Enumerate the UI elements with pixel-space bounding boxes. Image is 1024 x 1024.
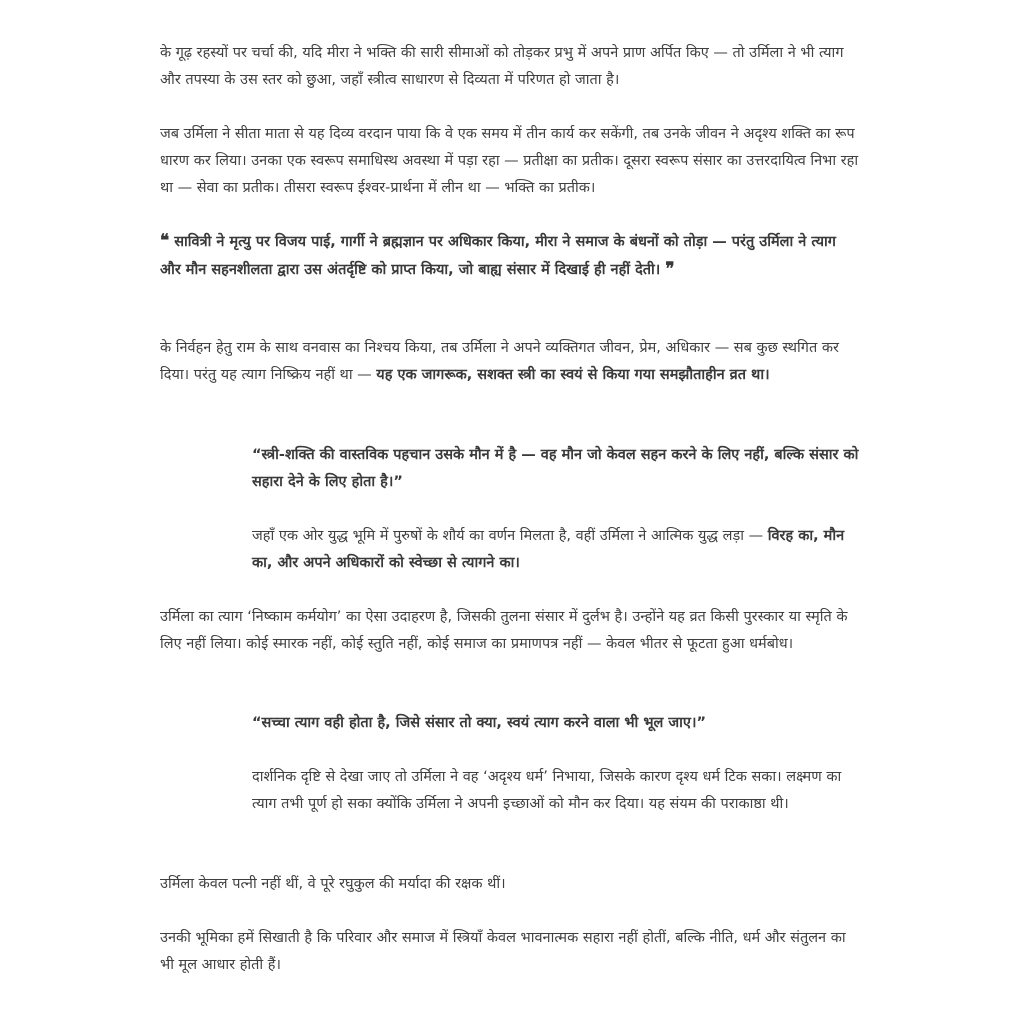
close-quote-icon: ❞	[665, 259, 675, 279]
paragraph-vow-text: के निर्वहन हेतु राम के साथ वनवास का निश्चय किया, तब उर्मिला ने अपने व्यक्तिगत जीवन, प्रेम, अधिकार — सब कुछ स्थगित कर दिया। परंतु यह त्याग निष्क्रिय नहीं था —	[160, 340, 839, 383]
paragraph-raghukul: उर्मिला केवल पत्नी नहीं थीं, वे पूरे रघुकुल की मर्यादा की रक्षक थीं।	[160, 876, 506, 892]
open-quote-icon: ❝	[160, 231, 170, 251]
block-quote-silence: “स्त्री-शक्ति की वास्तविक पहचान उसके मौन में है — वह मौन जो केवल सहन करने के लिए नहीं, बल्कि संसार को सहारा देने के लिए होता है।”	[252, 447, 859, 490]
paragraph-invisible-dharma: दार्शनिक दृष्टि से देखा जाए तो उर्मिला ने वह ‘अदृश्य धर्म’ निभाया, जिसके कारण दृश्य धर्म टिक सका। लक्ष्मण का त्याग तभी पूर्ण हो सका क्योंकि उर्मिला ने अपनी इच्छाओं को मौन कर दिया। यह संयम की पराकाष्ठा थी।	[252, 769, 842, 812]
block-quote-sacrifice: “सच्चा त्याग वही होता है, जिसे संसार तो क्या, स्वयं त्याग करने वाला भी भूल जाए।”	[252, 715, 706, 731]
paragraph-role: उनकी भूमिका हमें सिखाती है कि परिवार और समाज में स्त्रियाँ केवल भावनात्मक सहारा नहीं होतीं, बल्कि नीति, धर्म और संतुलन का भी मूल आधार होती हैं।	[160, 930, 846, 973]
paragraph-vow	[160, 335, 860, 389]
pull-quote	[160, 228, 860, 284]
paragraph-vow-emphasis: यह एक जागरूक, सशक्त स्त्री का स्वयं से किया गया समझौताहीन व्रत था।	[376, 367, 770, 383]
paragraph-intro: के गूढ़ रहस्यों पर चर्चा की, यदि मीरा ने भक्ति की सारी सीमाओं को तोड़कर प्रभु में अपने प्राण अर्पित किए — तो उर्मिला ने भी त्याग और तपस्या के उस स्तर को छुआ, जहाँ स्त्रीत्व साधारण से दिव्यता में परिणत हो जाता है।	[160, 45, 844, 88]
pull-quote-text: सावित्री ने मृत्यु पर विजय पाई, गार्गी ने ब्रह्मज्ञान पर अधिकार किया, मीरा ने समाज के बंधनों को तोड़ा — परंतु उर्मिला ने त्याग और मौन सहनशीलता द्वारा उस अंतर्दृष्टि को प्राप्त किया, जो बाह्य संसार में दिखाई ही नहीं देती।	[160, 234, 836, 278]
paragraph-inner-war-text: जहाँ एक ओर युद्ध भूमि में पुरुषों के शौर्य का वर्णन मिलता है, वहीं उर्मिला ने आत्मिक युद्ध लड़ा —	[252, 528, 768, 544]
paragraph-inner-war	[252, 523, 860, 577]
paragraph-karmayoga: उर्मिला का त्याग ‘निष्काम कर्मयोग’ का ऐसा उदाहरण है, जिसकी तुलना संसार में दुर्लभ है। उन्होंने यह व्रत किसी पुरस्कार या स्मृति के लिए नहीं लिया। कोई स्मारक नहीं, कोई स्तुति नहीं, कोई समाज का प्रमाणपत्र नहीं — केवल भीतर से फूटता हुआ धर्मबोध।	[160, 609, 848, 652]
paragraph-boon: जब उर्मिला ने सीता माता से यह दिव्य वरदान पाया कि वे एक समय में तीन कार्य कर सकेंगी, तब उनके जीवन ने अदृश्य शक्ति का रूप धारण कर लिया। उनका एक स्वरूप समाधिस्थ अवस्था में पड़ा रहा — प्रतीक्षा का प्रतीक। दूसरा स्वरूप संसार का उत्तरदायित्व निभा रहा था — सेवा का प्रतीक। तीसरा स्वरूप ईश्वर-प्रार्थना में लीन था — भक्ति का प्रतीक।	[160, 126, 859, 196]
paragraph-inner-war-emphasis: विरह का, मौन का, और अपने अधिकारों को स्वेच्छा से त्यागने का।	[252, 528, 845, 571]
